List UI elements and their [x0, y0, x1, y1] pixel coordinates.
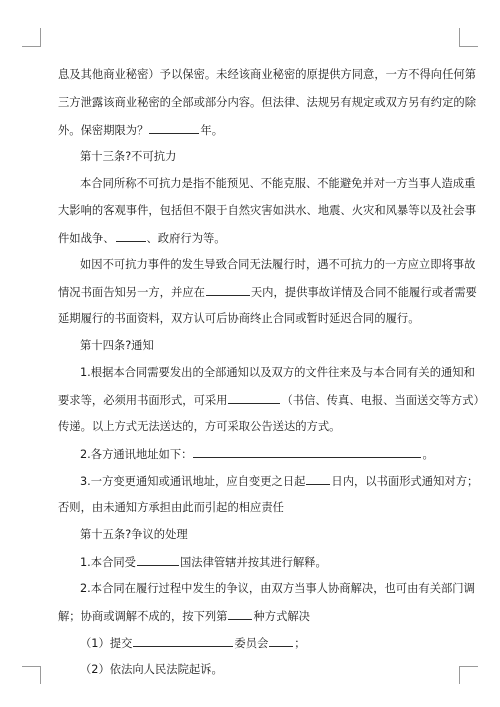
- paragraph-line: [58, 95, 476, 111]
- line-text: 否则，由未通知方承担由此而引起的相应责任: [58, 501, 284, 514]
- address-line: [80, 446, 442, 463]
- fill-in-blank[interactable]: [133, 635, 233, 647]
- crop-mark-bottom-left: [40, 666, 41, 684]
- fill-in-blank[interactable]: [228, 392, 280, 404]
- line-text: 大影响的客观事件，包括但不限于自然灾害如洪水、地震、火灾和风暴等以及社会事: [58, 204, 476, 217]
- crop-mark-top-left-h: [22, 46, 41, 47]
- line-text: 传递。以上方式无法送达的，方可采取公告送达的方式。: [58, 420, 341, 433]
- line-text: 解；协商或调解不成的，按下列第: [58, 610, 228, 623]
- line-text: 委员会: [234, 637, 269, 650]
- confidentiality-term-line: [58, 122, 442, 139]
- crop-mark-top-left: [40, 28, 41, 46]
- paragraph-line: [58, 284, 477, 301]
- paragraph-line: [58, 311, 442, 327]
- fill-in-blank[interactable]: [228, 608, 252, 620]
- line-text: 种方式解决: [253, 610, 310, 623]
- line-text: （1）提交: [80, 637, 133, 650]
- line-text: 3.一方变更通知或通讯地址，应自变更之日起: [80, 475, 306, 488]
- fill-in-blank[interactable]: [116, 230, 146, 242]
- line-text: 三方泄露该商业秘密的全部或部分内容。但法律、法规另有规定或双方另有约定的除: [58, 96, 476, 109]
- section-heading-13: [80, 149, 442, 165]
- fill-in-blank[interactable]: [149, 122, 199, 134]
- paragraph-line: [80, 581, 475, 597]
- crop-mark-top-right: [459, 28, 460, 46]
- line-text: 息及其他商业秘密）予以保密。未经该商业秘密的原提供方同意，一方不得向任何第: [58, 68, 476, 81]
- paragraph-line: [58, 67, 476, 83]
- section-heading-14: [80, 338, 442, 354]
- paragraph-line: [80, 554, 442, 571]
- crop-mark-bottom-right-h: [459, 666, 478, 667]
- line-text: 如因不可抗力事件的发生导致合同无法履行时，遇不可抗力的一方应立即将事故: [80, 258, 476, 271]
- line-text: 日内，以书面形式通知对方；: [331, 475, 479, 488]
- paragraph-line: [58, 419, 442, 435]
- paragraph-line: [80, 257, 476, 273]
- crop-mark-bottom-right: [459, 666, 460, 684]
- line-text: 要求等，必须用书面形式，可采用: [58, 394, 228, 407]
- heading-text: 第十五条?争议的处理: [80, 528, 188, 541]
- paragraph-line: [80, 473, 479, 490]
- line-text: 情况书面告知另一方，并应在: [58, 286, 205, 299]
- fill-in-blank[interactable]: [193, 446, 421, 458]
- paragraph-line: [58, 500, 442, 516]
- crop-mark-bottom-left-h: [22, 666, 41, 667]
- line-text: 2.本合同在履行过程中发生的争议，由双方当事人协商解决，也可由有关部门调: [80, 582, 475, 595]
- paragraph-line: [80, 176, 476, 192]
- paragraph-line: [80, 365, 475, 381]
- line-text: 、政府行为等。: [146, 232, 226, 245]
- option-item-2: [80, 662, 442, 678]
- fill-in-blank[interactable]: [306, 473, 330, 485]
- line-text: 年。: [200, 124, 223, 137]
- line-text: 。: [422, 448, 434, 461]
- line-text: 天内，提供事故详情及合同不能履行或者需要: [250, 286, 477, 299]
- line-text: 外。保密期限为？: [58, 124, 149, 137]
- line-text: 本合同所称不可抗力是指不能预见、不能克服、不能避免并对一方当事人造成重: [80, 177, 476, 190]
- fill-in-blank[interactable]: [269, 635, 293, 647]
- line-text: 1.根据本合同需要发出的全部通知以及双方的文件往来及与本合同有关的通知和: [80, 366, 475, 379]
- line-text: 国法律管辖并按其进行解释。: [179, 556, 327, 569]
- option-item-1: [80, 635, 442, 652]
- paragraph-line: [58, 392, 485, 409]
- paragraph-line: [58, 203, 476, 219]
- line-text: 延期履行的书面资料，双方认可后协商终止合同或暂时延迟合同的履行。: [58, 312, 420, 325]
- fill-in-blank[interactable]: [137, 554, 179, 566]
- crop-mark-top-right-h: [459, 46, 478, 47]
- line-text: 1.本合同受: [80, 556, 136, 569]
- paragraph-line: [58, 230, 442, 247]
- line-text: 件如战争、: [58, 232, 115, 245]
- paragraph-line: [58, 608, 442, 625]
- heading-text: 第十四条?通知: [80, 339, 154, 352]
- fill-in-blank[interactable]: [206, 284, 250, 296]
- heading-text: 第十三条?不可抗力: [80, 150, 177, 163]
- line-text: ；: [294, 637, 306, 650]
- line-text: （2）依法向人民法院起诉。: [80, 663, 223, 676]
- section-heading-15: [80, 527, 442, 543]
- line-text: （书信、传真、电报、当面送交等方式）: [281, 394, 485, 407]
- line-text: 2.各方通讯地址如下：: [80, 448, 193, 461]
